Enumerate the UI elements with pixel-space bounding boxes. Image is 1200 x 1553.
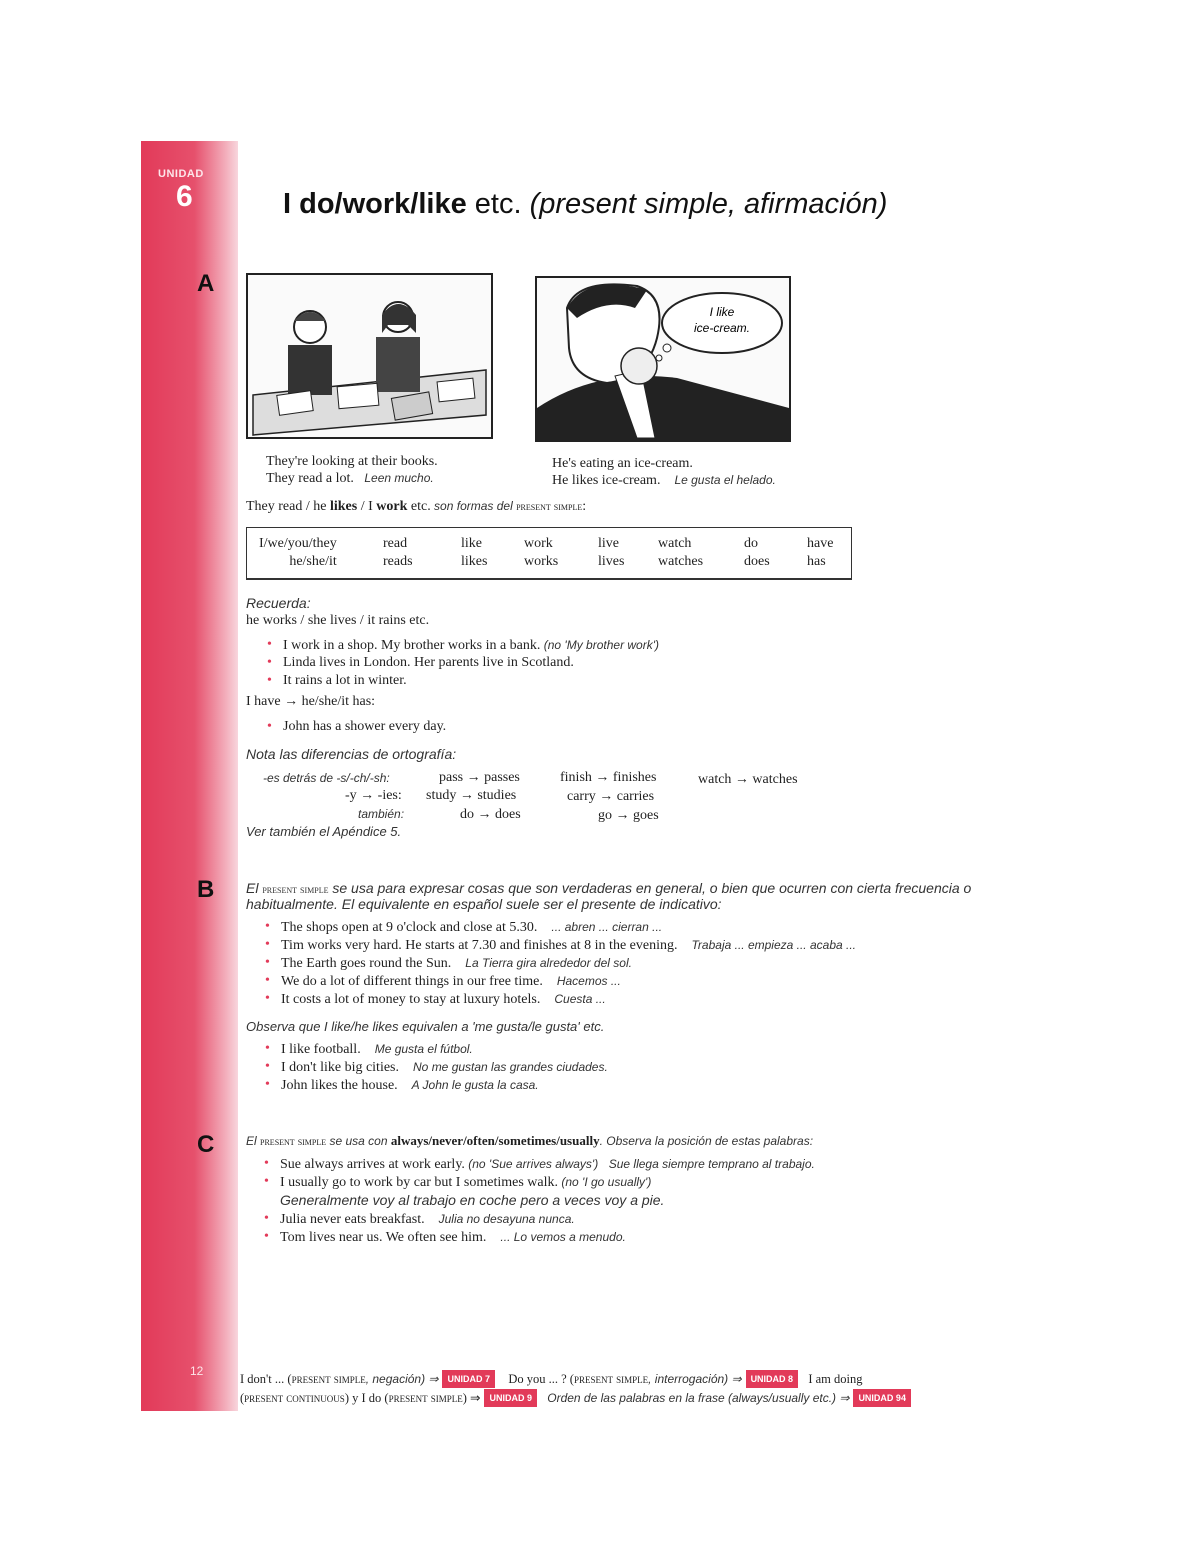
reading-scene-icon xyxy=(248,275,491,437)
spelling-example: study → studies xyxy=(426,788,517,803)
caption-right-1: He's eating an ice-cream. xyxy=(552,456,693,471)
page-number: 12 xyxy=(190,1364,204,1378)
list-item: • John has a shower every day. xyxy=(283,718,446,736)
verb-forms-table xyxy=(246,527,852,580)
footer-crossref-2: (present continuous) y I do (present simple) ⇒ UNIDAD 9 Orden de las palabras en la frase (always/usually etc.) ⇒ UNIDAD 94 xyxy=(240,1389,915,1407)
page-title xyxy=(283,188,887,221)
verb-column: watch watches xyxy=(658,536,704,569)
observe-like: Observa que I like/he likes equivalen a 'me gusta/le gusta' etc. xyxy=(246,1019,605,1034)
spelling-rule-ies: -y → -ies: xyxy=(345,788,402,803)
spelling-label: Nota las diferencias de ortografía: xyxy=(246,746,457,762)
section-b-intro-1: El present simple se usa para expresar cosas que son verdaderas en general, o bien que ocurren con cierta frecuencia o xyxy=(246,880,972,896)
caption-left-2-en: They read a lot. xyxy=(266,471,354,486)
subject-column xyxy=(259,535,337,571)
spelling-example: go → goes xyxy=(598,808,659,823)
spelling-rule-also: también: xyxy=(358,807,405,821)
list-item: • The shops open at 9 o'clock and close at 5.30. ... abren ... cierran ... xyxy=(281,918,662,937)
unit-label: UNIDAD xyxy=(158,168,204,180)
man-eating-ice-cream-icon xyxy=(537,278,789,440)
spelling-example: finish → finishes xyxy=(560,770,657,785)
caption-left-2-es: Leen mucho. xyxy=(364,471,434,485)
title-main: I do/work/like xyxy=(283,188,467,220)
section-c-intro: El present simple se usa con always/never/often/sometimes/usually. Observa la posición de estas palabras: xyxy=(246,1133,814,1148)
caption-left-1: They're looking at their books. xyxy=(266,454,438,469)
subject-singular: he/she/it xyxy=(289,554,337,569)
unit-9-link[interactable]: UNIDAD 9 xyxy=(484,1389,537,1407)
list-item: • Tom lives near us. We often see him. ... Lo vemos a menudo. xyxy=(280,1228,626,1247)
caption-right-2-es: Le gusta el helado. xyxy=(674,473,776,487)
verb-column: like likes xyxy=(461,536,488,569)
list-item: • I work in a shop. My brother works in a bank. (no 'My brother work') xyxy=(283,636,659,655)
list-item: • I like football. Me gusta el fútbol. xyxy=(281,1040,473,1059)
section-c-letter: C xyxy=(197,1131,215,1158)
section-b-intro-2: habitualmente. El equivalente en español suele ser el presente de indicativo: xyxy=(246,896,722,912)
remember-label: Recuerda: xyxy=(246,595,311,611)
list-item: • Julia never eats breakfast. Julia no desayuna nunca. xyxy=(280,1210,575,1229)
see-also-appendix: Ver también el Apéndice 5. xyxy=(246,824,402,839)
unit-94-link[interactable]: UNIDAD 94 xyxy=(853,1389,911,1407)
unit-7-link[interactable]: UNIDAD 7 xyxy=(442,1370,495,1388)
section-a-letter: A xyxy=(197,270,215,297)
subject-plural: I/we/you/they xyxy=(259,536,337,551)
bubble-line-1: I like xyxy=(709,305,735,319)
list-item: • I don't like big cities. No me gustan las grandes ciudades. xyxy=(281,1058,608,1077)
bubble-line-2: ice-cream. xyxy=(693,321,751,335)
caption-right-2-en: He likes ice-cream. xyxy=(552,473,661,488)
section-b-letter: B xyxy=(197,876,215,903)
title-subtitle: (present simple, afirmación) xyxy=(521,188,888,220)
spelling-example: watch → watches xyxy=(698,772,798,787)
list-item: • The Earth goes round the Sun. La Tierra gira alrededor del sol. xyxy=(281,954,632,973)
unit-sidebar xyxy=(141,141,238,1411)
footer-crossref-1: I don't ... (present simple, negación) ⇒ UNIDAD 7 Do you ... ? (present simple, interrogación) ⇒ UNIDAD 8 I am doing xyxy=(240,1372,863,1386)
spelling-example: carry → carries xyxy=(567,789,655,804)
verb-column: work works xyxy=(524,536,559,569)
list-item: • Sue always arrives at work early. (no 'Sue arrives always') Sue llega siempre temprano al trabajo. xyxy=(280,1155,815,1174)
verb-column: read reads xyxy=(383,536,413,569)
list-item: • Linda lives in London. Her parents live in Scotland. xyxy=(283,654,574,672)
people-reading-illustration xyxy=(246,273,493,439)
verb-column: do does xyxy=(744,536,770,569)
remember-line: he works / she lives / it rains etc. xyxy=(246,613,430,628)
verb-column: live lives xyxy=(598,536,625,569)
unit-8-link[interactable]: UNIDAD 8 xyxy=(746,1370,799,1388)
caption-left-2 xyxy=(266,470,434,487)
list-item: • I usually go to work by car but I sometimes walk. (no 'I go usually') xyxy=(280,1173,651,1192)
present-simple-intro: They read / he likes / I work etc. son formas del present simple: xyxy=(246,499,587,514)
caption-right-2 xyxy=(552,472,776,489)
list-item: • It costs a lot of money to stay at luxury hotels. Cuesta ... xyxy=(281,990,606,1009)
verb-column: have has xyxy=(807,536,834,569)
spelling-rule-es: -es detrás de -s/-ch/-sh: xyxy=(263,771,390,785)
list-item: • It rains a lot in winter. xyxy=(283,672,407,690)
title-etc: etc. xyxy=(466,188,522,220)
ice-cream-illustration xyxy=(535,276,791,442)
list-item-translation: Generalmente voy al trabajo en coche pero a veces voy a pie. xyxy=(280,1192,665,1208)
list-item: • John likes the house. A John le gusta la casa. xyxy=(281,1076,539,1095)
spelling-example: do → does xyxy=(460,807,521,822)
list-item: • We do a lot of different things in our free time. Hacemos ... xyxy=(281,972,621,991)
have-rule: I have → he/she/it has: xyxy=(246,694,376,709)
list-item: • Tim works very hard. He starts at 7.30 and finishes at 8 in the evening. Trabaja ... empieza ... acaba ... xyxy=(281,936,856,955)
spelling-example: pass → passes xyxy=(439,770,520,785)
unit-number: 6 xyxy=(176,180,193,213)
